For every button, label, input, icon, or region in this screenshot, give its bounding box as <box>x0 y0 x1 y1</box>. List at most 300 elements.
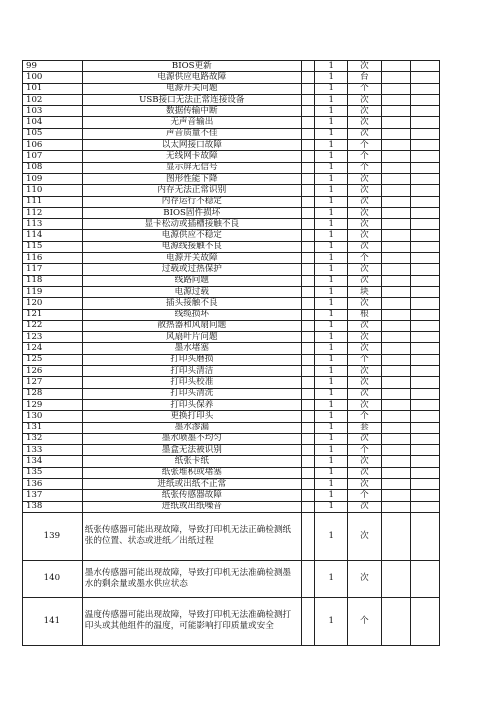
table-row <box>23 61 440 72</box>
item-quantity: 1 <box>315 298 348 309</box>
item-description: 打印头清洗 <box>82 388 301 399</box>
item-unit: 次 <box>348 467 381 478</box>
item-description: 风扇叶片问题 <box>82 332 301 343</box>
blank-cell <box>301 264 314 275</box>
item-quantity: 1 <box>315 478 348 489</box>
blank-cell <box>410 399 439 410</box>
blank-cell <box>381 422 410 433</box>
item-quantity: 1 <box>315 286 348 297</box>
item-quantity: 1 <box>315 264 348 275</box>
blank-cell <box>410 94 439 105</box>
item-description: 电源开关故障 <box>82 253 301 264</box>
table-row <box>23 597 440 645</box>
item-quantity: 1 <box>315 173 348 184</box>
maintenance-item-table <box>22 60 440 646</box>
item-description: 无声音输出 <box>82 117 301 128</box>
table-row <box>23 241 440 252</box>
item-description: 线路问题 <box>82 275 301 286</box>
blank-cell <box>301 298 314 309</box>
blank-cell <box>301 275 314 286</box>
blank-cell <box>381 320 410 331</box>
blank-cell <box>301 490 314 501</box>
item-unit: 个 <box>348 253 381 264</box>
item-quantity: 1 <box>315 422 348 433</box>
table-row <box>23 264 440 275</box>
item-unit: 次 <box>348 230 381 241</box>
item-number: 114 <box>23 230 83 241</box>
item-description: 电源开关问题 <box>82 83 301 94</box>
blank-cell <box>301 354 314 365</box>
item-quantity: 1 <box>315 445 348 456</box>
blank-cell <box>381 309 410 320</box>
table-row <box>23 173 440 184</box>
item-description: USB接口无法正常连接设备 <box>82 94 301 105</box>
item-unit: 次 <box>348 173 381 184</box>
blank-cell <box>381 106 410 117</box>
blank-cell <box>301 366 314 377</box>
blank-cell <box>410 343 439 354</box>
blank-cell <box>410 106 439 117</box>
blank-cell <box>301 219 314 230</box>
table-row <box>23 230 440 241</box>
table-row <box>23 72 440 83</box>
blank-cell <box>410 490 439 501</box>
item-number: 138 <box>23 501 83 512</box>
item-number: 121 <box>23 309 83 320</box>
item-number: 129 <box>23 399 83 410</box>
blank-cell <box>410 332 439 343</box>
blank-cell <box>410 173 439 184</box>
item-quantity: 1 <box>315 106 348 117</box>
blank-cell <box>410 433 439 444</box>
blank-cell <box>381 366 410 377</box>
item-quantity: 1 <box>315 433 348 444</box>
blank-cell <box>410 162 439 173</box>
item-unit: 个 <box>348 354 381 365</box>
item-number: 117 <box>23 264 83 275</box>
blank-cell <box>410 196 439 207</box>
item-number: 133 <box>23 445 83 456</box>
table-row <box>23 94 440 105</box>
item-number: 100 <box>23 72 83 83</box>
item-quantity: 1 <box>315 151 348 162</box>
item-number: 103 <box>23 106 83 117</box>
blank-cell <box>381 207 410 218</box>
item-unit: 次 <box>348 185 381 196</box>
table-row <box>23 560 440 597</box>
blank-cell <box>381 343 410 354</box>
item-unit: 次 <box>348 298 381 309</box>
table-row <box>23 140 440 151</box>
item-unit: 次 <box>348 399 381 410</box>
item-description: 墨水传感器可能出现故障，导致打印机无法准确检测墨水的剩余量或墨水供应状态 <box>82 560 301 597</box>
blank-cell <box>301 320 314 331</box>
blank-cell <box>410 298 439 309</box>
blank-cell <box>410 241 439 252</box>
blank-cell <box>410 207 439 218</box>
item-unit: 次 <box>348 512 381 560</box>
table-row <box>23 467 440 478</box>
table-row <box>23 366 440 377</box>
blank-cell <box>301 230 314 241</box>
blank-cell <box>410 597 439 645</box>
item-description: 更换打印头 <box>82 411 301 422</box>
blank-cell <box>410 83 439 94</box>
blank-cell <box>301 597 314 645</box>
item-description: BIOS更新 <box>82 61 301 72</box>
blank-cell <box>381 83 410 94</box>
item-unit: 次 <box>348 196 381 207</box>
item-description: 内存无法正常识别 <box>82 185 301 196</box>
item-unit: 次 <box>348 343 381 354</box>
blank-cell <box>410 366 439 377</box>
item-number: 108 <box>23 162 83 173</box>
item-description: 显卡松动或插槽接触不良 <box>82 219 301 230</box>
blank-cell <box>410 151 439 162</box>
blank-cell <box>301 140 314 151</box>
item-description: 纸张传感器故障 <box>82 490 301 501</box>
blank-cell <box>301 173 314 184</box>
blank-cell <box>301 241 314 252</box>
blank-cell <box>301 332 314 343</box>
item-quantity: 1 <box>315 467 348 478</box>
item-description: 纸张堆积或堵塞 <box>82 467 301 478</box>
table-row <box>23 388 440 399</box>
item-number: 131 <box>23 422 83 433</box>
item-description: 纸张传感器可能出现故障，导致打印机无法正确检测纸张的位置、状态或进纸／出纸过程 <box>82 512 301 560</box>
table-row <box>23 512 440 560</box>
item-unit: 次 <box>348 320 381 331</box>
item-quantity: 1 <box>315 230 348 241</box>
table-row <box>23 433 440 444</box>
table-row <box>23 411 440 422</box>
item-unit: 个 <box>348 83 381 94</box>
blank-cell <box>410 72 439 83</box>
item-quantity: 1 <box>315 377 348 388</box>
item-number: 116 <box>23 253 83 264</box>
table-row <box>23 354 440 365</box>
blank-cell <box>301 445 314 456</box>
item-number: 135 <box>23 467 83 478</box>
item-quantity: 1 <box>315 241 348 252</box>
blank-cell <box>301 253 314 264</box>
item-number: 128 <box>23 388 83 399</box>
blank-cell <box>301 117 314 128</box>
item-number: 118 <box>23 275 83 286</box>
item-description: 打印头磨损 <box>82 354 301 365</box>
item-unit: 个 <box>348 411 381 422</box>
blank-cell <box>381 128 410 139</box>
item-description: 散热器和风扇问题 <box>82 320 301 331</box>
blank-cell <box>381 354 410 365</box>
item-unit: 次 <box>348 94 381 105</box>
blank-cell <box>301 72 314 83</box>
item-unit: 台 <box>348 72 381 83</box>
blank-cell <box>381 433 410 444</box>
item-unit: 次 <box>348 219 381 230</box>
blank-cell <box>381 298 410 309</box>
item-number: 119 <box>23 286 83 297</box>
blank-cell <box>410 501 439 512</box>
item-quantity: 1 <box>315 128 348 139</box>
item-number: 107 <box>23 151 83 162</box>
blank-cell <box>410 230 439 241</box>
item-unit: 个 <box>348 140 381 151</box>
blank-cell <box>410 128 439 139</box>
table-row <box>23 490 440 501</box>
item-quantity: 1 <box>315 72 348 83</box>
item-quantity: 1 <box>315 332 348 343</box>
item-description: 打印头校准 <box>82 377 301 388</box>
blank-cell <box>301 512 314 560</box>
blank-cell <box>381 597 410 645</box>
item-quantity: 1 <box>315 320 348 331</box>
blank-cell <box>301 151 314 162</box>
item-quantity: 1 <box>315 399 348 410</box>
item-unit: 次 <box>348 241 381 252</box>
blank-cell <box>410 354 439 365</box>
item-unit: 次 <box>348 377 381 388</box>
blank-cell <box>410 140 439 151</box>
blank-cell <box>410 219 439 230</box>
blank-cell <box>410 388 439 399</box>
table-row <box>23 377 440 388</box>
item-description: 电源线接触不良 <box>82 241 301 252</box>
blank-cell <box>381 117 410 128</box>
item-quantity: 1 <box>315 309 348 320</box>
item-unit: 次 <box>348 478 381 489</box>
item-number: 139 <box>23 512 83 560</box>
table-row <box>23 286 440 297</box>
item-number: 132 <box>23 433 83 444</box>
table-row <box>23 501 440 512</box>
item-number: 136 <box>23 478 83 489</box>
item-number: 113 <box>23 219 83 230</box>
item-description: 墨盒无法被识别 <box>82 445 301 456</box>
table-row <box>23 253 440 264</box>
item-unit: 次 <box>348 117 381 128</box>
blank-cell <box>410 286 439 297</box>
blank-cell <box>410 456 439 467</box>
item-number: 109 <box>23 173 83 184</box>
table-row <box>23 83 440 94</box>
item-unit: 次 <box>348 207 381 218</box>
blank-cell <box>410 264 439 275</box>
blank-cell <box>410 117 439 128</box>
table-row <box>23 298 440 309</box>
item-unit: 次 <box>348 560 381 597</box>
item-unit: 次 <box>348 332 381 343</box>
table-row <box>23 332 440 343</box>
blank-cell <box>301 399 314 410</box>
item-number: 137 <box>23 490 83 501</box>
item-quantity: 1 <box>315 512 348 560</box>
item-quantity: 1 <box>315 219 348 230</box>
item-quantity: 1 <box>315 501 348 512</box>
blank-cell <box>301 83 314 94</box>
item-quantity: 1 <box>315 597 348 645</box>
table-row <box>23 207 440 218</box>
table-row <box>23 128 440 139</box>
item-unit: 次 <box>348 128 381 139</box>
blank-cell <box>381 332 410 343</box>
item-unit: 次 <box>348 433 381 444</box>
item-unit: 个 <box>348 151 381 162</box>
table-row <box>23 422 440 433</box>
blank-cell <box>301 207 314 218</box>
item-number: 115 <box>23 241 83 252</box>
blank-cell <box>381 253 410 264</box>
blank-cell <box>301 106 314 117</box>
blank-cell <box>381 501 410 512</box>
blank-cell <box>381 94 410 105</box>
item-description: 电源过载 <box>82 286 301 297</box>
blank-cell <box>381 264 410 275</box>
item-quantity: 1 <box>315 354 348 365</box>
item-unit: 次 <box>348 264 381 275</box>
blank-cell <box>381 151 410 162</box>
item-description: 线缆损坏 <box>82 309 301 320</box>
item-description: 图形性能下降 <box>82 173 301 184</box>
blank-cell <box>410 411 439 422</box>
blank-cell <box>410 445 439 456</box>
blank-cell <box>410 560 439 597</box>
item-unit: 块 <box>348 286 381 297</box>
item-quantity: 1 <box>315 343 348 354</box>
table-row <box>23 309 440 320</box>
item-quantity: 1 <box>315 140 348 151</box>
blank-cell <box>381 560 410 597</box>
item-description: 温度传感器可能出现故障，导致打印机无法准确检测打印头或其他组件的温度，可能影响打印质量或安全 <box>82 597 301 645</box>
item-unit: 根 <box>348 309 381 320</box>
blank-cell <box>410 275 439 286</box>
item-unit: 次 <box>348 106 381 117</box>
blank-cell <box>381 61 410 72</box>
blank-cell <box>301 456 314 467</box>
item-quantity: 1 <box>315 207 348 218</box>
item-quantity: 1 <box>315 411 348 422</box>
blank-cell <box>381 185 410 196</box>
item-number: 120 <box>23 298 83 309</box>
table-row <box>23 151 440 162</box>
item-number: 141 <box>23 597 83 645</box>
item-quantity: 1 <box>315 275 348 286</box>
item-quantity: 1 <box>315 94 348 105</box>
item-description: 插头接触不良 <box>82 298 301 309</box>
blank-cell <box>381 196 410 207</box>
table-row <box>23 399 440 410</box>
blank-cell <box>381 275 410 286</box>
blank-cell <box>381 286 410 297</box>
item-description: 进纸或出纸不正常 <box>82 478 301 489</box>
blank-cell <box>301 309 314 320</box>
blank-cell <box>301 196 314 207</box>
blank-cell <box>410 309 439 320</box>
item-quantity: 1 <box>315 83 348 94</box>
item-number: 126 <box>23 366 83 377</box>
table-row <box>23 162 440 173</box>
item-unit: 个 <box>348 162 381 173</box>
item-number: 127 <box>23 377 83 388</box>
blank-cell <box>381 72 410 83</box>
item-number: 105 <box>23 128 83 139</box>
table-row <box>23 185 440 196</box>
table-row <box>23 275 440 286</box>
item-description: 打印头保养 <box>82 399 301 410</box>
item-description: BIOS固件损坏 <box>82 207 301 218</box>
item-unit: 次 <box>348 456 381 467</box>
blank-cell <box>410 320 439 331</box>
blank-cell <box>301 61 314 72</box>
table-row <box>23 196 440 207</box>
blank-cell <box>410 253 439 264</box>
table-body <box>23 61 440 646</box>
item-description: 电源供应电路故障 <box>82 72 301 83</box>
blank-cell <box>410 185 439 196</box>
item-description: 墨水喷墨不均匀 <box>82 433 301 444</box>
item-quantity: 1 <box>315 366 348 377</box>
blank-cell <box>381 445 410 456</box>
item-number: 112 <box>23 207 83 218</box>
table-row <box>23 445 440 456</box>
item-quantity: 1 <box>315 61 348 72</box>
item-quantity: 1 <box>315 560 348 597</box>
table-row <box>23 478 440 489</box>
blank-cell <box>410 467 439 478</box>
item-description: 无线网卡故障 <box>82 151 301 162</box>
item-description: 数据传输中断 <box>82 106 301 117</box>
blank-cell <box>381 490 410 501</box>
item-unit: 次 <box>348 275 381 286</box>
item-number: 104 <box>23 117 83 128</box>
item-quantity: 1 <box>315 185 348 196</box>
blank-cell <box>301 377 314 388</box>
item-number: 101 <box>23 83 83 94</box>
item-number: 123 <box>23 332 83 343</box>
blank-cell <box>410 377 439 388</box>
blank-cell <box>301 185 314 196</box>
blank-cell <box>301 422 314 433</box>
blank-cell <box>381 241 410 252</box>
item-quantity: 1 <box>315 490 348 501</box>
blank-cell <box>381 456 410 467</box>
table-row <box>23 106 440 117</box>
blank-cell <box>301 162 314 173</box>
blank-cell <box>410 61 439 72</box>
blank-cell <box>301 286 314 297</box>
item-number: 125 <box>23 354 83 365</box>
item-description: 内存运行不稳定 <box>82 196 301 207</box>
item-number: 110 <box>23 185 83 196</box>
item-number: 140 <box>23 560 83 597</box>
blank-cell <box>410 478 439 489</box>
blank-cell <box>301 560 314 597</box>
item-description: 电源供应不稳定 <box>82 230 301 241</box>
item-description: 打印头清洁 <box>82 366 301 377</box>
blank-cell <box>381 230 410 241</box>
table-row <box>23 320 440 331</box>
item-quantity: 1 <box>315 162 348 173</box>
item-unit: 套 <box>348 422 381 433</box>
item-number: 130 <box>23 411 83 422</box>
blank-cell <box>381 411 410 422</box>
item-quantity: 1 <box>315 253 348 264</box>
item-unit: 个 <box>348 597 381 645</box>
table-row <box>23 456 440 467</box>
blank-cell <box>301 467 314 478</box>
blank-cell <box>301 343 314 354</box>
item-number: 99 <box>23 61 83 72</box>
